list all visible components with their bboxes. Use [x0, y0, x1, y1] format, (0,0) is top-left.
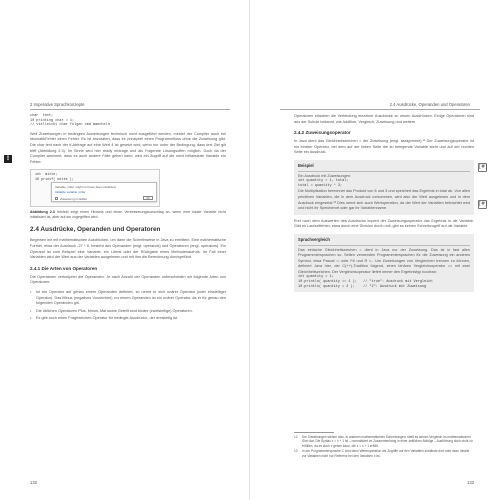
- header-rule-right: [280, 109, 480, 110]
- code-line: 10.println( quantity == 1 ); // "true": Ausdruck mit Vergleich: [298, 280, 433, 285]
- bullet-item: • Ist ein Operator auf genau einem Operanden definiert, so nennt er sich unärer Operator (oder einstelliger Operator). Das Minus (negatives Vorzeichen) vor einem Operanden ist ein unärer Operator, da er für genau den folgenden Operanden gilt.: [30, 290, 226, 307]
- page-number-left: 132: [30, 480, 37, 485]
- ide-screenshot: [30, 169, 160, 207]
- running-head-right: 2.4 Ausdrücke, Operanden und Operatoren: [389, 102, 470, 107]
- code-line: 10 printing char = 1;: [30, 118, 75, 123]
- subsection-heading: 2.4.1 Die Arten von Operatoren: [30, 265, 98, 271]
- code-top: [30, 114, 226, 128]
- box-intro: Ein Ausdruck mit Zuweisungen:: [298, 173, 351, 178]
- footnote-text: Die Zuweisungen stehen also, in anderen mathematischen Schreibungen, stellt es keinen Vergleich im mathematischen Sinn dar. Die Syntax x = x + 1 ist – normalisiert im Zusammenhang in einer zeitlichen Abfolge – Ausführung doch nicht zu erfüllen, da es doch x geben kann, die x = x + 1 erfüllt.: [302, 435, 473, 448]
- box-rule: [298, 171, 470, 172]
- footnote: [294, 449, 474, 458]
- quickfix-popup: [51, 182, 157, 202]
- warning-icon: !: [4, 155, 12, 163]
- code-line: total = quantity * 3;: [298, 183, 343, 188]
- code-line: int quantity = 1, total;: [298, 179, 349, 184]
- header-rule-left: [30, 109, 230, 110]
- margin-marker-icon: [#]: [479, 164, 488, 170]
- footnote-rule: [294, 432, 334, 433]
- footnote-text: In der Programmiersprache C wird dann Werteoperation die Zugriffe auf den Variablen zustände dort oder dazu Inhalte zur Variablen nicht nur Referenz bei den Variablen x ist.: [302, 449, 470, 458]
- caption-text: Infofeld zeigt einen Hinweis und einen Verbesserungsvorschlag an, wenn eine lokale Variable nicht initialisiert ist, aber auf sie zugegriffen wird.: [30, 210, 226, 220]
- footnotes: [294, 432, 474, 459]
- popup-message: Variable ‚mitte' might not have been initialized: [55, 185, 116, 190]
- running-head-left: 2 Imperative Sprachkonzepte: [30, 102, 85, 107]
- shot-code-line: int mitte;: [35, 173, 58, 178]
- code-line: int quantity = 1;: [298, 275, 334, 280]
- bullet-item: • Die üblichen Operatoren Plus, Minus, Mal sowie Geteilt sind binäre (zweistellige) Operatoren.: [30, 309, 226, 315]
- box-title: Sprachvergleich: [298, 236, 330, 242]
- shot-code-line: 10 printf( mitte );: [35, 178, 74, 183]
- left-content: [6, 114, 226, 324]
- right-page: [250, 0, 500, 500]
- figure-caption: [30, 210, 226, 220]
- figure-container: [6, 155, 226, 207]
- paragraph: Erst nach dem Auswerten des Ausdrucks kopiert der Zuweisungsoperator das Ergebnis in die Variable. Gibt es Laufzeitfehler, etwa durch eine Division durch null, gibt es keinen Schreibzugriff auf die Variable.: [294, 218, 474, 229]
- popup-checkbox[interactable]: [55, 197, 58, 200]
- section-heading: 2.4 Ausdrücke, Operanden und Operatoren: [30, 226, 161, 234]
- box-rule: [298, 245, 470, 246]
- code-line: // vielleicht char folgen cmd maecheln: [30, 123, 110, 128]
- popup-ok-button[interactable]: OK: [143, 196, 153, 200]
- footnote: [294, 435, 474, 448]
- popup-checkbox-label: Zuweisung im Editor: [60, 196, 88, 201]
- right-content: [294, 114, 474, 296]
- code-line: 10.println( quantity = 2 ); // "2": Ausdruck mit Zuweisung: [298, 284, 427, 289]
- box-text: Die Multiplikation berechnet das Produkt von 6 und 3 und speichert das Ergebnis in total ab. Von allen primitiven Variablen, die in dem Ausdruck vorkommen, wird also der Wert ausgelesen und in dem Ausdruck eingesetzt.¹³ Dies nennt sich auch Wertoperation, da der Wert der Variablen betrachtet wird und nicht ihr Speicherort oder gar ihr Variablenname.: [298, 189, 470, 211]
- popup-fix-link[interactable]: Initialize variable ‚mitte': [55, 190, 86, 195]
- caption-label: Abbildung 2.3: [30, 210, 55, 215]
- example-box: [294, 160, 474, 215]
- margin-marker-icon: [#]: [479, 201, 488, 207]
- paragraph: Beginnen wir mit mathematischen Ausdrücken, um dann die Schreibweise in Java zu ermitteln. Eine mathematische Formel, etwa der Ausdruck -27 * 9, besteht aus Operanden (engl. operands) und Operatoren (engl. operators). Ein Operand ist zum Beispiel eine Variable, ein Literal oder der Rückgabe eines Methodenaufrufs. Im Fall einer Variablen wird der Wert aus der Variablen ausgelesen und mit ihm die Berechnung durchgeführt.: [30, 238, 226, 260]
- box-title: Beispiel: [298, 162, 314, 168]
- bullet-item: • Es gibt auch einen Fragezeichen-Operator für bedingte Ausdrücke, der dreistellig ist.: [30, 316, 226, 322]
- box-text: Das einfache Gleichheitszeichen = dient in Java nur der Zuweisung. Das ist in fast allen Programmiersprachen so. Selten verwenden Programmiersprachen für die Zuweisung ein anderes Symbol, etwa Pascal := oder F# und R <-. Um Zuweisungen von Vergleichen trennen zu können, definiert Java hier, der C(++)-Tradition folgend, einen binären Vergleichsoperator == mit zwei Gleichheitszeichen. Der Vergleichsoperator liefert immer den Ergebnistyp boolean:: [298, 247, 470, 274]
- page-number-right: 133: [467, 480, 474, 485]
- comparison-box: [294, 234, 474, 292]
- paragraph: In Java dient das Gleichheitszeichen = der Zuweisung (engl. assignment).¹² Der Zuweisungsoperator ist ein binärer Operator, bei dem auf der linken Seite die zu belegende Variable steht und auf der rechten Seite ein Ausdruck.: [294, 139, 474, 155]
- code-line: char text;: [30, 114, 54, 118]
- paragraph: Weil Zuweisungen in bedingten Anweisungen technisch nicht ausgeführt werden, meldet der Compiler auch bei IdiomatikFehler einen Fehler. Es ist anzuraten, dass es prinzipiell einen Programmfluss ohne die Zuweisung gibt. Die char text nach der if-Abfrage auf eine Wert 4 ist gesetzt wird, wenn nur unter der Bedingung, dass text Ziel gilt trifft (Abbildung 2.3). Im Sinne wird hier ready eintrage und als Folgende Lösungsoffen möglich. Doch da der Compiler annimmt, dass es auch andere Fälle geben kann, wird ein Zugriff auf die nicht initialisierte Variable ein Fehler.: [30, 131, 226, 164]
- footnote-number: 13: [294, 449, 298, 454]
- paragraph: Die Operatoren verknüpfen die Operanden. Je nach Anzahl der Operanden unterscheiden wir folgende Arten von Operatoren:: [30, 274, 226, 285]
- subsection-heading: 2.4.2 Zuweisungsoperator: [294, 130, 351, 136]
- paragraph: Operatoren erlauben die Verbindung einzelner Ausdrücke zu neuen Ausdrücken. Einige Operatoren sind aus der Schule bekannt, wie Addition, Vergleich, Zuweisung und weitere.: [294, 114, 474, 124]
- footnote-number: 12: [294, 435, 298, 439]
